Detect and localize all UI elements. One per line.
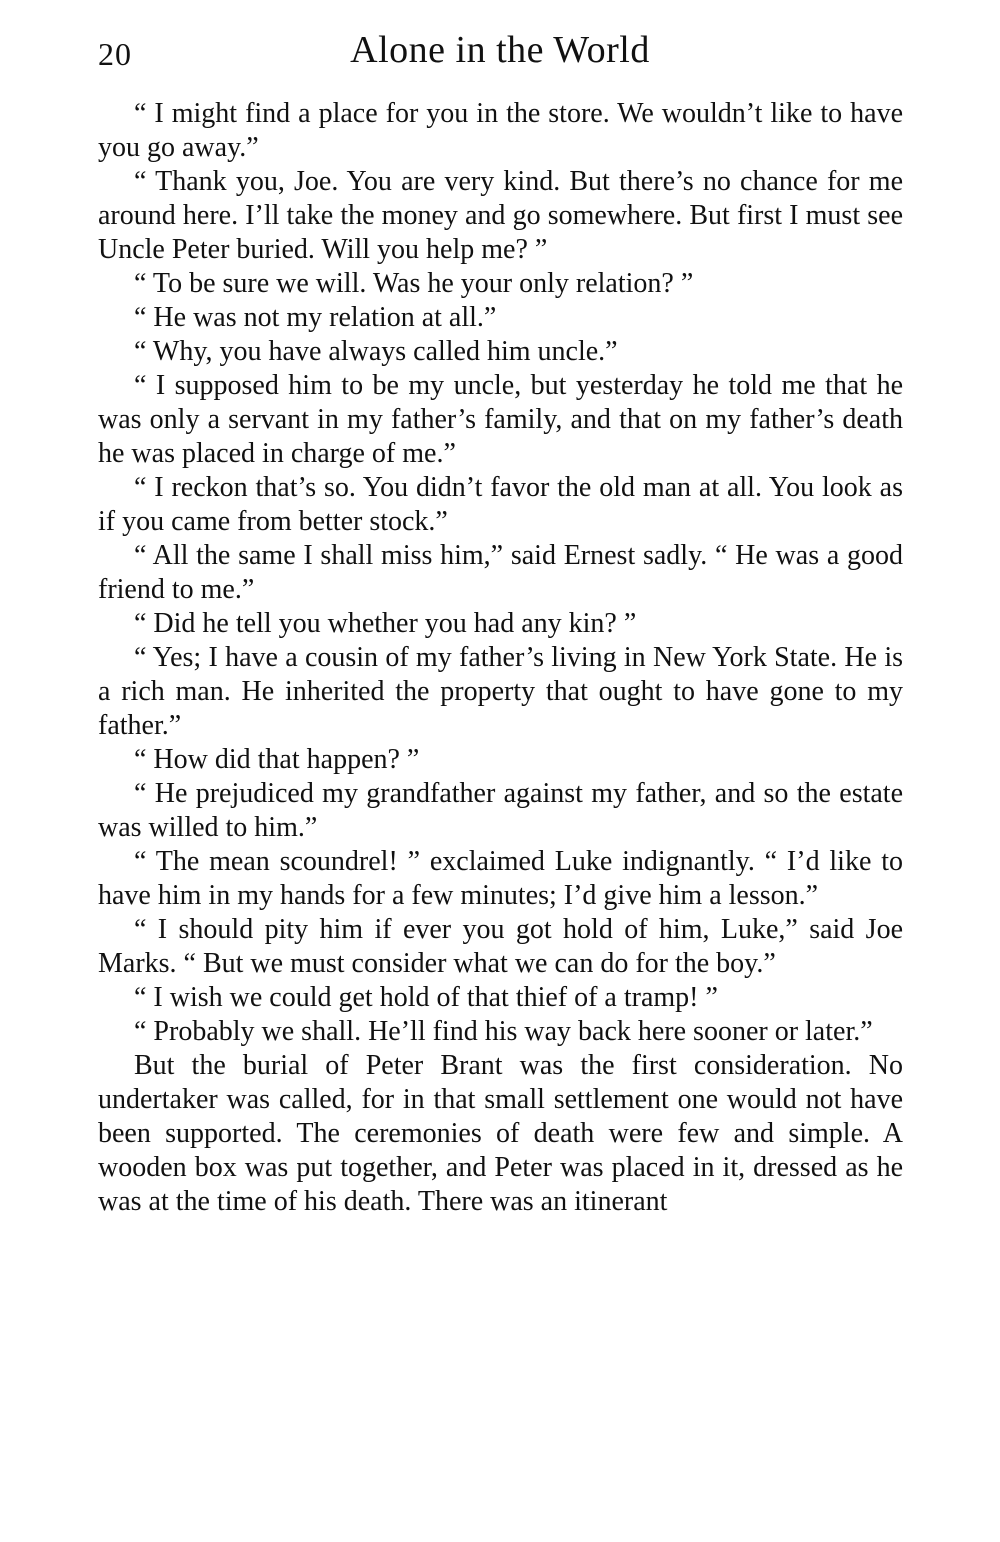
page-header [98, 28, 902, 88]
paragraph: “ He prejudiced my grandfather against my father, and so the estate was willed to him.” [98, 778, 903, 843]
paragraph: “ Yes; I have a cousin of my father’s living in New York State. He is a rich man. He inherited the property that ought to have gone to my father.” [98, 642, 903, 741]
page-body [98, 97, 903, 1219]
paragraph: “ I supposed him to be my uncle, but yesterday he told me that he was only a servant in my father’s family, and that on my father’s death he was placed in charge of me.” [98, 370, 903, 469]
paragraph: “ He was not my relation at all.” [134, 302, 497, 333]
paragraph: “ I should pity him if ever you got hold of him, Luke,” said Joe Marks. “ But we must consider what we can do for the boy.” [98, 914, 903, 979]
paragraph: “ I might find a place for you in the store. We wouldn’t like to have you go away.” [98, 98, 903, 163]
paragraph: “ I wish we could get hold of that thief of a tramp! ” [134, 982, 718, 1013]
running-title: Alone in the World [350, 29, 650, 71]
paragraph: “ I reckon that’s so. You didn’t favor the old man at all. You look as if you came from better stock.” [98, 472, 903, 537]
paragraph: “ The mean scoundrel! ” exclaimed Luke indignantly. “ I’d like to have him in my hands for a few minutes; I’d give him a lesson.” [98, 846, 903, 911]
paragraph: But the burial of Peter Brant was the first consideration. No undertaker was called, for in that small settlement one would not have been supported. The ceremonies of death were few and simple. A wooden box was put together, and Peter was placed in it, dressed as he was at the time of his death. There was an itinerant [98, 1050, 903, 1217]
paragraph: “ Probably we shall. He’ll find his way back here sooner or later.” [134, 1016, 873, 1047]
paragraph: “ Thank you, Joe. You are very kind. But there’s no chance for me around here. I’ll take the money and go somewhere. But first I must see Uncle Peter buried. Will you help me? ” [98, 166, 903, 265]
paragraph: “ How did that happen? ” [134, 744, 420, 775]
page-number: 20 [98, 36, 132, 72]
paragraph: “ Did he tell you whether you had any kin? ” [134, 608, 637, 639]
paragraph: “ Why, you have always called him uncle.” [134, 336, 618, 367]
paragraph: “ To be sure we will. Was he your only relation? ” [134, 268, 694, 299]
paragraph: “ All the same I shall miss him,” said Ernest sadly. “ He was a good friend to me.” [98, 540, 903, 605]
